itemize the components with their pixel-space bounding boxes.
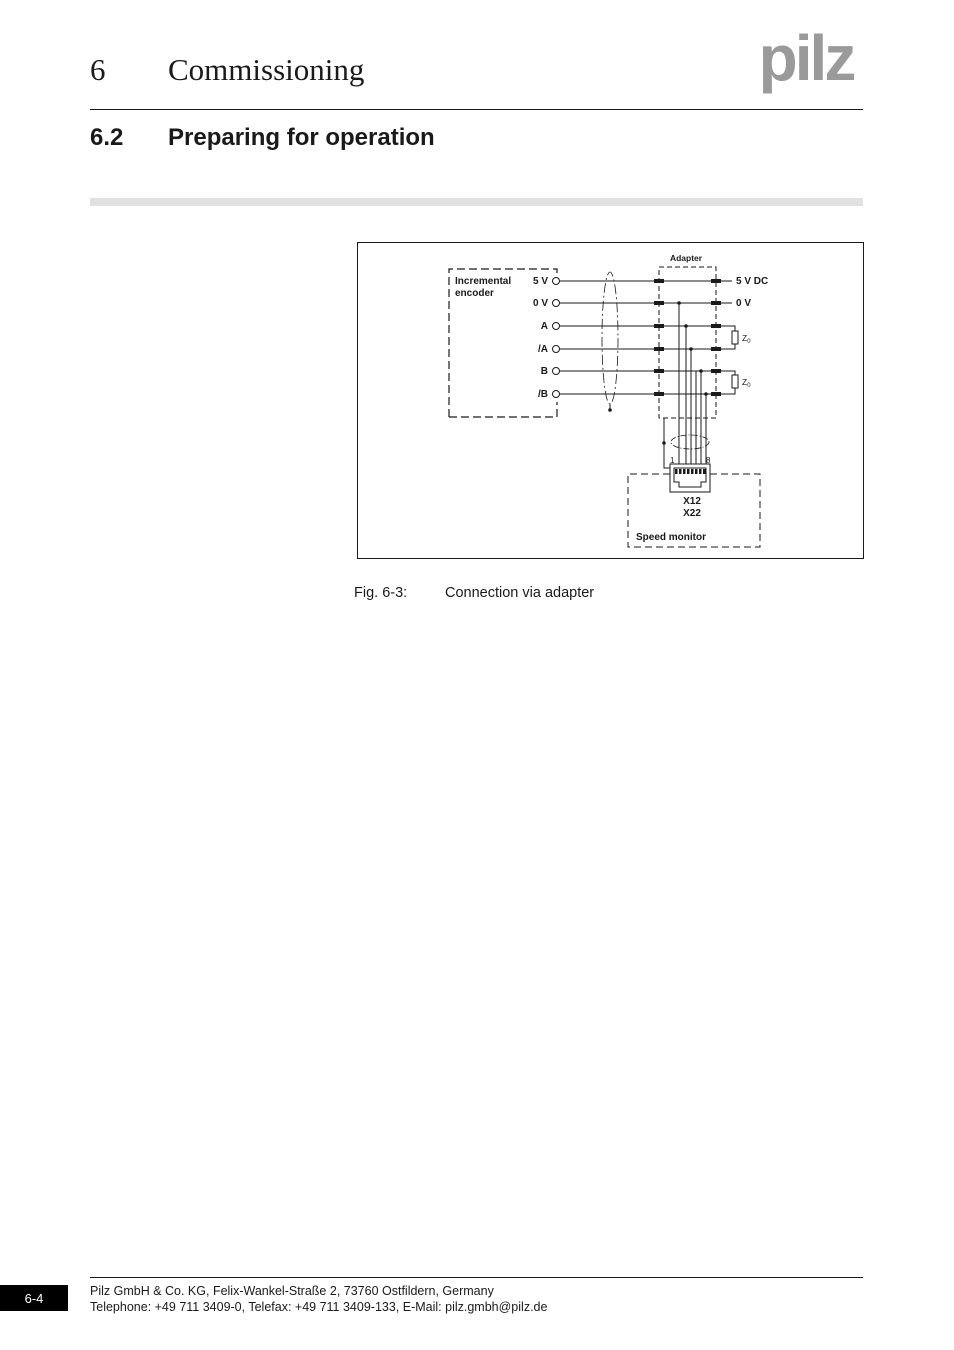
footer-contact: Telephone: +49 711 3409-0, Telefax: +49 711 3409-133, E-Mail: pilz.gmbh@pilz.de <box>90 1300 548 1314</box>
speed-monitor-label: Speed monitor <box>636 532 707 543</box>
footer-rule <box>90 1277 863 1278</box>
wiring-diagram <box>357 242 864 559</box>
impedance-label-1: $Z_0$ <box>742 333 751 345</box>
pin-label-1: 1 <box>670 456 675 465</box>
figure-caption-text: Connection via adapter <box>445 585 595 601</box>
output-label-0v: 0 V <box>736 298 752 309</box>
page-number: 6-4 <box>0 1285 68 1311</box>
pilz-logo <box>748 28 864 94</box>
impedance-label-2: $Z_0$ <box>742 377 751 389</box>
signal-label-b: B <box>540 366 548 377</box>
section-divider-bar <box>90 198 863 206</box>
signal-label-a-inv: /A <box>538 344 548 355</box>
connector-label-x22: X22 <box>683 508 701 519</box>
shield-drain-dot <box>608 408 612 412</box>
figure-frame <box>358 243 864 559</box>
signal-label-a: A <box>540 321 548 332</box>
chapter-title: Commissioning <box>168 52 365 87</box>
section-number: 6.2 <box>90 124 124 151</box>
header-rule <box>90 109 863 110</box>
rj45-connector <box>670 464 710 492</box>
adapter-label: Adapter <box>669 253 703 263</box>
footer-address: Pilz GmbH & Co. KG, Felix-Wankel-Straße 2, 73760 Ostfildern, Germany <box>90 1284 494 1298</box>
connector-label-x12: X12 <box>683 496 701 507</box>
signal-label-0v: 0 V <box>532 298 548 309</box>
chapter-number: 6 <box>90 52 106 87</box>
section-title: Preparing for operation <box>168 124 435 151</box>
encoder-label-line1: Incremental <box>455 276 512 287</box>
svg-text:pilz: pilz <box>758 28 854 94</box>
encoder-label-line2: encoder <box>455 288 494 299</box>
figure-caption-number: Fig. 6-3: <box>354 585 408 601</box>
output-label-5v-dc: 5 V DC <box>736 276 769 287</box>
signal-label-b-inv: /B <box>538 389 548 400</box>
wiring-diagram-svg <box>357 242 864 559</box>
signal-label-5v: 5 V <box>532 276 548 287</box>
pin-label-8: 8 <box>706 456 711 465</box>
